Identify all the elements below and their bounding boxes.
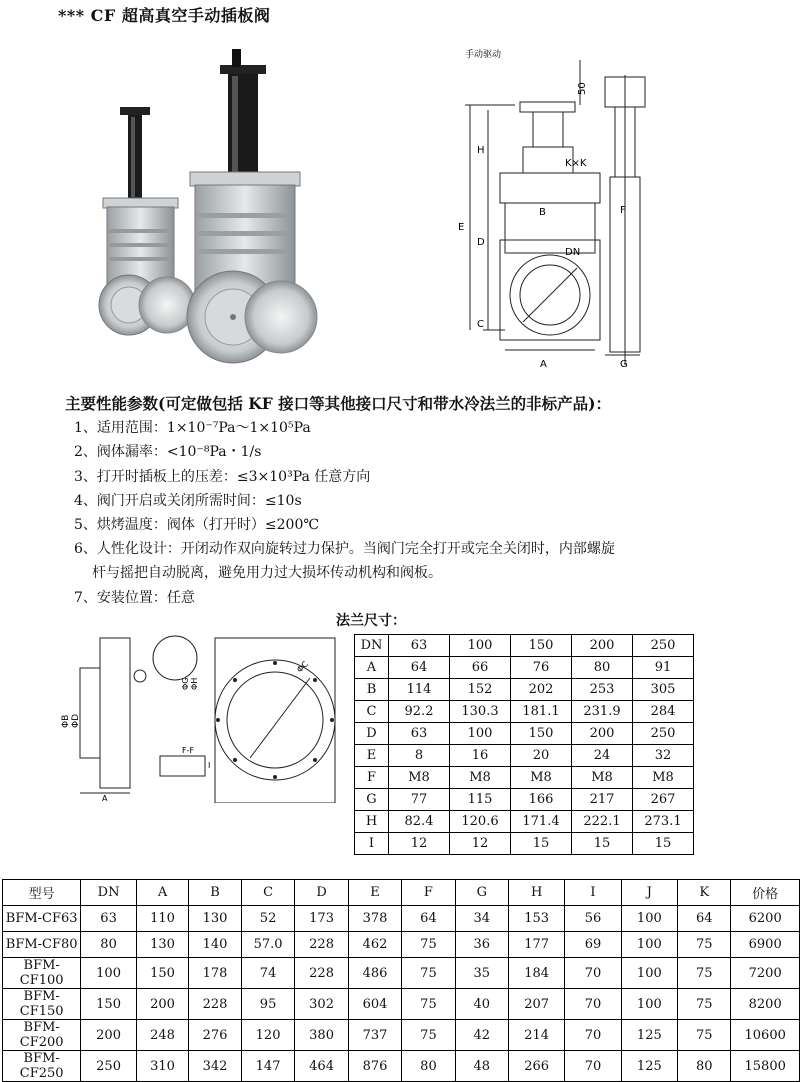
model-value-cell: 486 (348, 958, 401, 989)
model-value-cell: 40 (455, 989, 508, 1020)
model-value-cell: 75 (402, 1020, 455, 1051)
flange-param-cell: DN (355, 635, 389, 657)
model-header-cell: F (402, 880, 455, 906)
model-value-cell: 184 (508, 958, 564, 989)
model-value-cell: 15800 (731, 1051, 800, 1082)
flange-row (355, 789, 694, 811)
flange-param-cell: I (355, 833, 389, 855)
page-title: *** CF 超高真空手动插板阀 (58, 6, 271, 25)
model-value-cell: 276 (189, 1020, 242, 1051)
model-value-cell: 150 (81, 989, 136, 1020)
model-row (3, 958, 800, 989)
model-header-cell: D (295, 880, 348, 906)
flange-row (355, 767, 694, 789)
flange-value-cell: 66 (450, 657, 511, 679)
flange-param-cell: G (355, 789, 389, 811)
flange-row (355, 657, 694, 679)
model-value-cell: 207 (508, 989, 564, 1020)
model-value-cell: 130 (189, 906, 242, 932)
dim-f-label: F (620, 205, 626, 216)
flange-value-cell: M8 (389, 767, 450, 789)
model-value-cell: 228 (295, 932, 348, 958)
model-value-cell: 7200 (731, 958, 800, 989)
model-row (3, 932, 800, 958)
flange-value-cell: 253 (572, 679, 633, 701)
flange-row (355, 833, 694, 855)
flange-i-label: I (208, 761, 211, 770)
model-name-cell: BFM-CF250 (3, 1051, 81, 1082)
model-row (3, 906, 800, 932)
model-header-row (3, 880, 800, 906)
model-value-cell: 80 (678, 1051, 731, 1082)
flange-value-cell: 273.1 (633, 811, 694, 833)
model-value-cell: 130 (136, 932, 189, 958)
flange-value-cell: 202 (511, 679, 572, 701)
model-header-cell: H (508, 880, 564, 906)
model-value-cell: 125 (621, 1051, 677, 1082)
model-header-cell: 型号 (3, 880, 81, 906)
model-value-cell: 604 (348, 989, 401, 1020)
model-value-cell: 153 (508, 906, 564, 932)
flange-row (355, 811, 694, 833)
flange-value-cell: 80 (572, 657, 633, 679)
dim-b-label: B (539, 207, 546, 218)
flange-value-cell: 231.9 (572, 701, 633, 723)
model-value-cell: 6900 (731, 932, 800, 958)
flange-value-cell: 63 (389, 635, 450, 657)
model-value-cell: 64 (678, 906, 731, 932)
model-value-cell: 35 (455, 958, 508, 989)
model-value-cell: 10600 (731, 1020, 800, 1051)
flange-value-cell: 171.4 (511, 811, 572, 833)
model-row (3, 1020, 800, 1051)
model-value-cell: 74 (241, 958, 295, 989)
dim-a-label: A (540, 359, 547, 370)
small-valve (99, 107, 195, 335)
model-value-cell: 75 (402, 958, 455, 989)
flange-value-cell: 152 (450, 679, 511, 701)
model-value-cell: 8200 (731, 989, 800, 1020)
flange-value-cell: 24 (572, 745, 633, 767)
model-value-cell: 69 (565, 932, 621, 958)
model-value-cell: 177 (508, 932, 564, 958)
model-table (2, 879, 800, 1082)
model-value-cell: 125 (621, 1020, 677, 1051)
model-value-cell: 34 (455, 906, 508, 932)
dim-kxk-label: K×K (565, 158, 587, 169)
flange-param-cell: D (355, 723, 389, 745)
model-row (3, 989, 800, 1020)
model-value-cell: 100 (621, 906, 677, 932)
flange-value-cell: 15 (572, 833, 633, 855)
model-name-cell: BFM-CF200 (3, 1020, 81, 1051)
flange-phid-label: ΦD (71, 713, 81, 728)
dim-dn-label: DN (565, 247, 581, 258)
model-value-cell: 57.0 (241, 932, 295, 958)
model-value-cell: 80 (402, 1051, 455, 1082)
flange-param-cell: F (355, 767, 389, 789)
model-value-cell: 342 (189, 1051, 242, 1082)
dim-h-label: H (477, 145, 485, 156)
flange-value-cell: 150 (511, 723, 572, 745)
model-name-cell: BFM-CF63 (3, 906, 81, 932)
model-value-cell: 464 (295, 1051, 348, 1082)
model-value-cell: 100 (621, 989, 677, 1020)
flange-value-cell: 217 (572, 789, 633, 811)
flange-value-cell: M8 (450, 767, 511, 789)
model-value-cell: 75 (678, 958, 731, 989)
flange-value-cell: 64 (389, 657, 450, 679)
model-value-cell: 100 (621, 958, 677, 989)
flange-value-cell: 166 (511, 789, 572, 811)
model-value-cell: 737 (348, 1020, 401, 1051)
model-value-cell: 310 (136, 1051, 189, 1082)
model-value-cell: 70 (565, 989, 621, 1020)
performance-item: 5、烘烤温度：阀体（打开时）≤200℃ (74, 517, 320, 533)
model-value-cell: 95 (241, 989, 295, 1020)
performance-item: 4、阀门开启或关闭所需时间：≤10s (74, 493, 302, 509)
valve-technical-drawing (455, 45, 670, 370)
flange-value-cell: 92.2 (389, 701, 450, 723)
flange-value-cell: 100 (450, 723, 511, 745)
flange-value-cell: 222.1 (572, 811, 633, 833)
model-value-cell: 120 (241, 1020, 295, 1051)
model-value-cell: 100 (81, 958, 136, 989)
dim-d-label: D (477, 237, 485, 248)
flange-row (355, 635, 694, 657)
dim-g-label: G (620, 359, 628, 370)
model-header-cell: G (455, 880, 508, 906)
model-value-cell: 173 (295, 906, 348, 932)
model-header-cell: DN (81, 880, 136, 906)
flange-value-cell: 114 (389, 679, 450, 701)
model-value-cell: 380 (295, 1020, 348, 1051)
large-valve (187, 49, 317, 363)
flange-value-cell: 100 (450, 635, 511, 657)
model-value-cell: 147 (241, 1051, 295, 1082)
model-name-cell: BFM-CF150 (3, 989, 81, 1020)
performance-item: 3、打开时插板上的压差：≤3×10³Pa 任意方向 (74, 469, 371, 485)
model-value-cell: 75 (402, 989, 455, 1020)
dim-50-label: 50 (577, 82, 588, 95)
dim-e-label: E (458, 222, 465, 233)
model-value-cell: 48 (455, 1051, 508, 1082)
flange-param-cell: A (355, 657, 389, 679)
flange-value-cell: 15 (511, 833, 572, 855)
model-value-cell: 56 (565, 906, 621, 932)
flange-value-cell: M8 (511, 767, 572, 789)
performance-item: 杆与摇把自动脱离，避免用力过大损坏传动机构和阀板。 (92, 565, 442, 581)
flange-value-cell: 181.1 (511, 701, 572, 723)
flange-value-cell: 250 (633, 723, 694, 745)
valve-product-photo (95, 45, 320, 370)
model-value-cell: 6200 (731, 906, 800, 932)
model-value-cell: 110 (136, 906, 189, 932)
model-value-cell: 70 (565, 1020, 621, 1051)
performance-heading: 主要性能参数(可定做包括 KF 接口等其他接口尺寸和带水冷法兰的非标产品)： (65, 394, 611, 413)
model-value-cell: 70 (565, 958, 621, 989)
dim-c-label: C (477, 319, 484, 330)
flange-value-cell: 130.3 (450, 701, 511, 723)
flange-param-cell: H (355, 811, 389, 833)
model-value-cell: 228 (295, 958, 348, 989)
model-value-cell: 64 (402, 906, 455, 932)
model-header-cell: B (189, 880, 242, 906)
flange-value-cell: 16 (450, 745, 511, 767)
flange-value-cell: 77 (389, 789, 450, 811)
model-value-cell: 75 (678, 989, 731, 1020)
model-value-cell: 302 (295, 989, 348, 1020)
flange-ff-label: F-F (182, 746, 195, 755)
flange-value-cell: 76 (511, 657, 572, 679)
flange-value-cell: 267 (633, 789, 694, 811)
model-name-cell: BFM-CF100 (3, 958, 81, 989)
model-value-cell: 876 (348, 1051, 401, 1082)
flange-value-cell: 8 (389, 745, 450, 767)
flange-value-cell: 63 (389, 723, 450, 745)
flange-value-cell: 305 (633, 679, 694, 701)
drawing-caption: 手动驱动 (465, 50, 502, 60)
model-header-cell: A (136, 880, 189, 906)
model-value-cell: 75 (678, 932, 731, 958)
flange-value-cell: 20 (511, 745, 572, 767)
flange-value-cell: 15 (633, 833, 694, 855)
performance-item: 6、人性化设计：开闭动作双向旋转过力保护。当阀门完全打开或完全关闭时，内部螺旋 (74, 541, 615, 557)
flange-value-cell: M8 (572, 767, 633, 789)
model-value-cell: 100 (621, 932, 677, 958)
flange-value-cell: 91 (633, 657, 694, 679)
flange-value-cell: 284 (633, 701, 694, 723)
model-value-cell: 36 (455, 932, 508, 958)
model-header-cell: E (348, 880, 401, 906)
model-header-cell: C (241, 880, 295, 906)
performance-item: 2、阀体漏率：<10⁻⁸Pa・1/s (74, 444, 262, 460)
flange-value-cell: M8 (633, 767, 694, 789)
model-header-cell: K (678, 880, 731, 906)
performance-item: 1、适用范围：1×10⁻⁷Pa～1×10⁵Pa (74, 420, 311, 436)
flange-param-cell: B (355, 679, 389, 701)
model-value-cell: 248 (136, 1020, 189, 1051)
flange-row (355, 745, 694, 767)
flange-table (354, 634, 694, 855)
model-value-cell: 266 (508, 1051, 564, 1082)
flange-drawing (60, 628, 350, 803)
model-header-cell: J (621, 880, 677, 906)
model-name-cell: BFM-CF80 (3, 932, 81, 958)
flange-param-cell: E (355, 745, 389, 767)
model-header-cell: I (565, 880, 621, 906)
flange-value-cell: 115 (450, 789, 511, 811)
flange-value-cell: 150 (511, 635, 572, 657)
flange-value-cell: 82.4 (389, 811, 450, 833)
flange-param-cell: C (355, 701, 389, 723)
model-value-cell: 52 (241, 906, 295, 932)
flange-value-cell: 250 (633, 635, 694, 657)
flange-table-title: 法兰尺寸： (336, 613, 406, 629)
model-value-cell: 178 (189, 958, 242, 989)
flange-phib-label: ΦB (61, 714, 71, 728)
performance-item: 7、安装位置：任意 (74, 590, 195, 606)
flange-value-cell: 12 (389, 833, 450, 855)
model-value-cell: 250 (81, 1051, 136, 1082)
flange-value-cell: 200 (572, 635, 633, 657)
model-value-cell: 75 (678, 1020, 731, 1051)
flange-phih-label: ΦH (190, 677, 199, 690)
flange-row (355, 723, 694, 745)
flange-row (355, 701, 694, 723)
model-value-cell: 214 (508, 1020, 564, 1051)
flange-phic-label: ΦC (295, 659, 310, 675)
model-value-cell: 63 (81, 906, 136, 932)
model-row (3, 1051, 800, 1082)
flange-value-cell: 32 (633, 745, 694, 767)
model-value-cell: 140 (189, 932, 242, 958)
flange-row (355, 679, 694, 701)
model-value-cell: 378 (348, 906, 401, 932)
model-value-cell: 228 (189, 989, 242, 1020)
flange-phig-label: ΦG (181, 677, 190, 690)
model-value-cell: 70 (565, 1051, 621, 1082)
model-value-cell: 42 (455, 1020, 508, 1051)
model-value-cell: 200 (136, 989, 189, 1020)
model-value-cell: 200 (81, 1020, 136, 1051)
model-value-cell: 75 (402, 932, 455, 958)
model-value-cell: 150 (136, 958, 189, 989)
model-value-cell: 462 (348, 932, 401, 958)
model-value-cell: 80 (81, 932, 136, 958)
flange-value-cell: 120.6 (450, 811, 511, 833)
flange-a-label: A (102, 794, 108, 803)
model-header-cell: 价格 (731, 880, 800, 906)
flange-value-cell: 200 (572, 723, 633, 745)
flange-value-cell: 12 (450, 833, 511, 855)
